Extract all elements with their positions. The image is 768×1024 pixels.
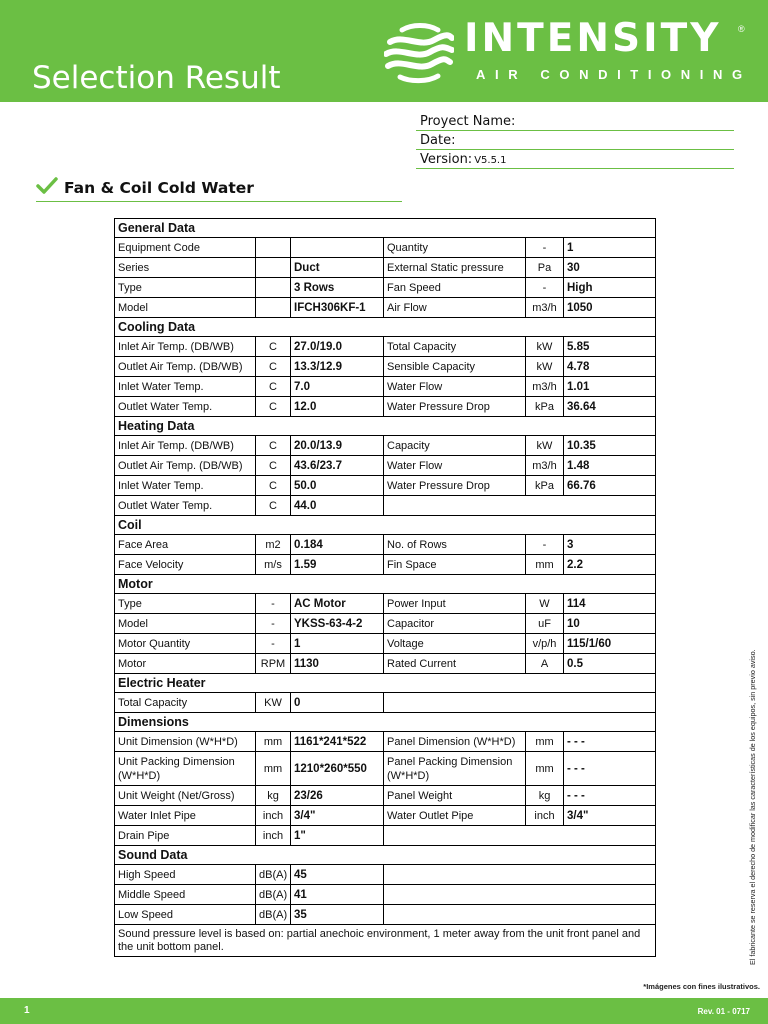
- param-label: Outlet Air Temp. (DB/WB): [115, 456, 256, 476]
- param-value: 45: [291, 865, 384, 885]
- table-row: [115, 905, 656, 925]
- param-label: Total Capacity: [384, 337, 526, 357]
- wave-logo-icon: [384, 22, 454, 84]
- project-name-row: [416, 112, 734, 131]
- param-value: - - -: [564, 732, 656, 752]
- param-unit: mm: [526, 555, 564, 575]
- table-row: [115, 357, 656, 377]
- param-unit: C: [256, 337, 291, 357]
- param-label: Voltage: [384, 634, 526, 654]
- table-row: [115, 278, 656, 298]
- table-row: [115, 732, 656, 752]
- param-label: Fin Space: [384, 555, 526, 575]
- sound-data-header-row: [115, 846, 656, 865]
- param-label: Rated Current: [384, 654, 526, 674]
- electric-heater-header-row: [115, 674, 656, 693]
- table-row: [115, 555, 656, 575]
- general-data-heading: General Data: [115, 219, 656, 238]
- param-unit: RPM: [256, 654, 291, 674]
- cooling-data-heading: Cooling Data: [115, 318, 656, 337]
- param-label: Type: [115, 594, 256, 614]
- date-row: [416, 131, 734, 150]
- param-value: 36.64: [564, 397, 656, 417]
- param-label: Panel Dimension (W*H*D): [384, 732, 526, 752]
- param-label: Air Flow: [384, 298, 526, 318]
- param-unit: C: [256, 357, 291, 377]
- param-value: 3 Rows: [291, 278, 384, 298]
- table-row: [115, 806, 656, 826]
- param-value: 0: [291, 693, 384, 713]
- param-label: Unit Packing Dimension (W*H*D): [115, 752, 256, 786]
- project-name-label: Proyect Name:: [420, 114, 516, 129]
- param-label: Power Input: [384, 594, 526, 614]
- param-value: 10.35: [564, 436, 656, 456]
- table-row: [115, 298, 656, 318]
- disclaimer-vertical: El fabricante se reserva el derecho de modificar las características de los equipos, sin previo aviso.: [748, 649, 757, 965]
- coil-data-heading: Coil: [115, 516, 656, 535]
- table-row: [115, 337, 656, 357]
- param-unit: -: [256, 594, 291, 614]
- date-label: Date:: [420, 133, 456, 148]
- table-row: [115, 594, 656, 614]
- empty-cell: [384, 826, 656, 846]
- param-label: Model: [115, 298, 256, 318]
- param-unit: dB(A): [256, 885, 291, 905]
- table-row: [115, 865, 656, 885]
- param-value: AC Motor: [291, 594, 384, 614]
- param-unit: kW: [526, 337, 564, 357]
- param-value: 2.2: [564, 555, 656, 575]
- sound-note: Sound pressure level is based on: partial anechoic environment, 1 meter away from the unit front panel and the unit bottom panel.: [115, 925, 656, 957]
- param-label: Water Pressure Drop: [384, 397, 526, 417]
- param-unit: C: [256, 476, 291, 496]
- param-label: Capacity: [384, 436, 526, 456]
- param-value: High: [564, 278, 656, 298]
- param-unit: -: [526, 278, 564, 298]
- param-value: 1: [564, 238, 656, 258]
- param-value: 50.0: [291, 476, 384, 496]
- param-value: 1210*260*550: [291, 752, 384, 786]
- param-label: Outlet Air Temp. (DB/WB): [115, 357, 256, 377]
- param-unit: [256, 258, 291, 278]
- param-value: 43.6/23.7: [291, 456, 384, 476]
- param-unit: kPa: [526, 476, 564, 496]
- revision-label: Rev. 01 - 0717: [697, 1007, 750, 1016]
- table-row: [115, 496, 656, 516]
- param-label: Fan Speed: [384, 278, 526, 298]
- param-unit: mm: [526, 732, 564, 752]
- param-label: Sensible Capacity: [384, 357, 526, 377]
- table-row: [115, 786, 656, 806]
- param-value: 27.0/19.0: [291, 337, 384, 357]
- param-unit: A: [526, 654, 564, 674]
- param-unit: kW: [526, 357, 564, 377]
- param-value: 3/4": [291, 806, 384, 826]
- param-unit: [256, 238, 291, 258]
- param-unit: -: [526, 535, 564, 555]
- param-label: Type: [115, 278, 256, 298]
- table-row: [115, 752, 656, 786]
- param-label: Face Velocity: [115, 555, 256, 575]
- param-label: Drain Pipe: [115, 826, 256, 846]
- param-value: 115/1/60: [564, 634, 656, 654]
- param-label: Water Pressure Drop: [384, 476, 526, 496]
- param-unit: -: [526, 238, 564, 258]
- footer-bar: [0, 998, 768, 1024]
- param-unit: inch: [256, 806, 291, 826]
- param-unit: [256, 278, 291, 298]
- table-row: [115, 826, 656, 846]
- param-label: Face Area: [115, 535, 256, 555]
- empty-cell: [384, 885, 656, 905]
- table-row: [115, 258, 656, 278]
- param-value: 1161*241*522: [291, 732, 384, 752]
- dimensions-heading: Dimensions: [115, 713, 656, 732]
- param-value: 44.0: [291, 496, 384, 516]
- param-unit: v/p/h: [526, 634, 564, 654]
- param-unit: kPa: [526, 397, 564, 417]
- empty-cell: [384, 693, 656, 713]
- param-unit: m3/h: [526, 377, 564, 397]
- param-value: 1050: [564, 298, 656, 318]
- param-value: 66.76: [564, 476, 656, 496]
- table-row: [115, 476, 656, 496]
- param-unit: -: [256, 614, 291, 634]
- general-data-header-row: [115, 219, 656, 238]
- table-row: [115, 377, 656, 397]
- param-unit: m3/h: [526, 298, 564, 318]
- param-value: 13.3/12.9: [291, 357, 384, 377]
- sound-note-row: [115, 925, 656, 957]
- empty-cell: [384, 865, 656, 885]
- empty-cell: [384, 496, 656, 516]
- param-label: Water Flow: [384, 456, 526, 476]
- param-label: Model: [115, 614, 256, 634]
- motor-data-heading: Motor: [115, 575, 656, 594]
- param-value: 1.59: [291, 555, 384, 575]
- table-row: [115, 397, 656, 417]
- param-value: - - -: [564, 752, 656, 786]
- table-row: [115, 693, 656, 713]
- param-value: 23/26: [291, 786, 384, 806]
- param-value: 1: [291, 634, 384, 654]
- empty-cell: [384, 905, 656, 925]
- param-unit: C: [256, 456, 291, 476]
- param-label: Outlet Water Temp.: [115, 397, 256, 417]
- electric-heater-heading: Electric Heater: [115, 674, 656, 693]
- header-bar: [0, 0, 768, 102]
- intensity-logo: [384, 16, 754, 86]
- param-unit: Pa: [526, 258, 564, 278]
- coil-data-header-row: [115, 516, 656, 535]
- param-value: [291, 238, 384, 258]
- param-value: Duct: [291, 258, 384, 278]
- param-unit: dB(A): [256, 865, 291, 885]
- param-unit: m3/h: [526, 456, 564, 476]
- selection-data-table: [114, 218, 656, 957]
- param-unit: uF: [526, 614, 564, 634]
- param-value: - - -: [564, 786, 656, 806]
- param-label: Inlet Air Temp. (DB/WB): [115, 436, 256, 456]
- param-label: No. of Rows: [384, 535, 526, 555]
- param-value: 1.48: [564, 456, 656, 476]
- param-label: Series: [115, 258, 256, 278]
- param-unit: [256, 298, 291, 318]
- param-value: 114: [564, 594, 656, 614]
- param-label: Motor Quantity: [115, 634, 256, 654]
- image-disclaimer: *Imágenes con fines ilustrativos.: [643, 982, 760, 991]
- heating-data-header-row: [115, 417, 656, 436]
- version-label: Version:: [420, 152, 473, 167]
- section-heading: [36, 176, 402, 202]
- param-unit: kg: [526, 786, 564, 806]
- param-unit: kg: [256, 786, 291, 806]
- param-value: 1.01: [564, 377, 656, 397]
- table-row: [115, 535, 656, 555]
- param-value: 1130: [291, 654, 384, 674]
- param-unit: kW: [526, 436, 564, 456]
- param-value: IFCH306KF-1: [291, 298, 384, 318]
- version-row: [416, 150, 734, 169]
- param-label: Water Outlet Pipe: [384, 806, 526, 826]
- checkmark-icon: [36, 176, 58, 196]
- param-label: Middle Speed: [115, 885, 256, 905]
- param-value: YKSS-63-4-2: [291, 614, 384, 634]
- page-title: Selection Result: [32, 60, 281, 96]
- param-label: Quantity: [384, 238, 526, 258]
- param-unit: m2: [256, 535, 291, 555]
- table-row: [115, 634, 656, 654]
- param-label: Inlet Water Temp.: [115, 476, 256, 496]
- param-unit: inch: [256, 826, 291, 846]
- section-title: Fan & Coil Cold Water: [64, 179, 254, 197]
- param-label: Unit Dimension (W*H*D): [115, 732, 256, 752]
- param-label: Low Speed: [115, 905, 256, 925]
- param-label: Equipment Code: [115, 238, 256, 258]
- param-unit: C: [256, 496, 291, 516]
- param-label: Water Inlet Pipe: [115, 806, 256, 826]
- table-row: [115, 436, 656, 456]
- param-label: Inlet Water Temp.: [115, 377, 256, 397]
- param-value: 12.0: [291, 397, 384, 417]
- table-row: [115, 456, 656, 476]
- param-label: Panel Packing Dimension (W*H*D): [384, 752, 526, 786]
- dimensions-header-row: [115, 713, 656, 732]
- param-value: 0.5: [564, 654, 656, 674]
- param-value: 10: [564, 614, 656, 634]
- param-label: Unit Weight (Net/Gross): [115, 786, 256, 806]
- param-label: Water Flow: [384, 377, 526, 397]
- param-unit: mm: [256, 752, 291, 786]
- param-label: Capacitor: [384, 614, 526, 634]
- param-unit: C: [256, 436, 291, 456]
- param-label: External Static pressure: [384, 258, 526, 278]
- brand-name: INTENSITY: [464, 16, 722, 61]
- param-value: 20.0/13.9: [291, 436, 384, 456]
- param-unit: mm: [256, 732, 291, 752]
- project-info: [416, 112, 734, 169]
- param-value: 30: [564, 258, 656, 278]
- param-unit: inch: [526, 806, 564, 826]
- sound-data-heading: Sound Data: [115, 846, 656, 865]
- registered-mark: ®: [738, 24, 745, 34]
- param-value: 41: [291, 885, 384, 905]
- param-label: Total Capacity: [115, 693, 256, 713]
- motor-data-header-row: [115, 575, 656, 594]
- table-row: [115, 654, 656, 674]
- param-unit: dB(A): [256, 905, 291, 925]
- param-unit: W: [526, 594, 564, 614]
- param-unit: -: [256, 634, 291, 654]
- page-number: 1: [24, 1005, 30, 1016]
- cooling-data-header-row: [115, 318, 656, 337]
- param-value: 3: [564, 535, 656, 555]
- param-value: 35: [291, 905, 384, 925]
- param-label: Inlet Air Temp. (DB/WB): [115, 337, 256, 357]
- param-value: 3/4": [564, 806, 656, 826]
- brand-subtitle: AIR CONDITIONING: [476, 67, 752, 82]
- param-label: Panel Weight: [384, 786, 526, 806]
- param-unit: mm: [526, 752, 564, 786]
- param-label: Outlet Water Temp.: [115, 496, 256, 516]
- param-unit: m/s: [256, 555, 291, 575]
- param-value: 5.85: [564, 337, 656, 357]
- version-value: V5.5.1: [474, 155, 507, 166]
- param-unit: C: [256, 377, 291, 397]
- param-value: 7.0: [291, 377, 384, 397]
- param-unit: C: [256, 397, 291, 417]
- heating-data-heading: Heating Data: [115, 417, 656, 436]
- table-row: [115, 238, 656, 258]
- table-row: [115, 614, 656, 634]
- param-value: 4.78: [564, 357, 656, 377]
- table-row: [115, 885, 656, 905]
- param-value: 0.184: [291, 535, 384, 555]
- param-label: High Speed: [115, 865, 256, 885]
- param-unit: KW: [256, 693, 291, 713]
- param-label: Motor: [115, 654, 256, 674]
- param-value: 1": [291, 826, 384, 846]
